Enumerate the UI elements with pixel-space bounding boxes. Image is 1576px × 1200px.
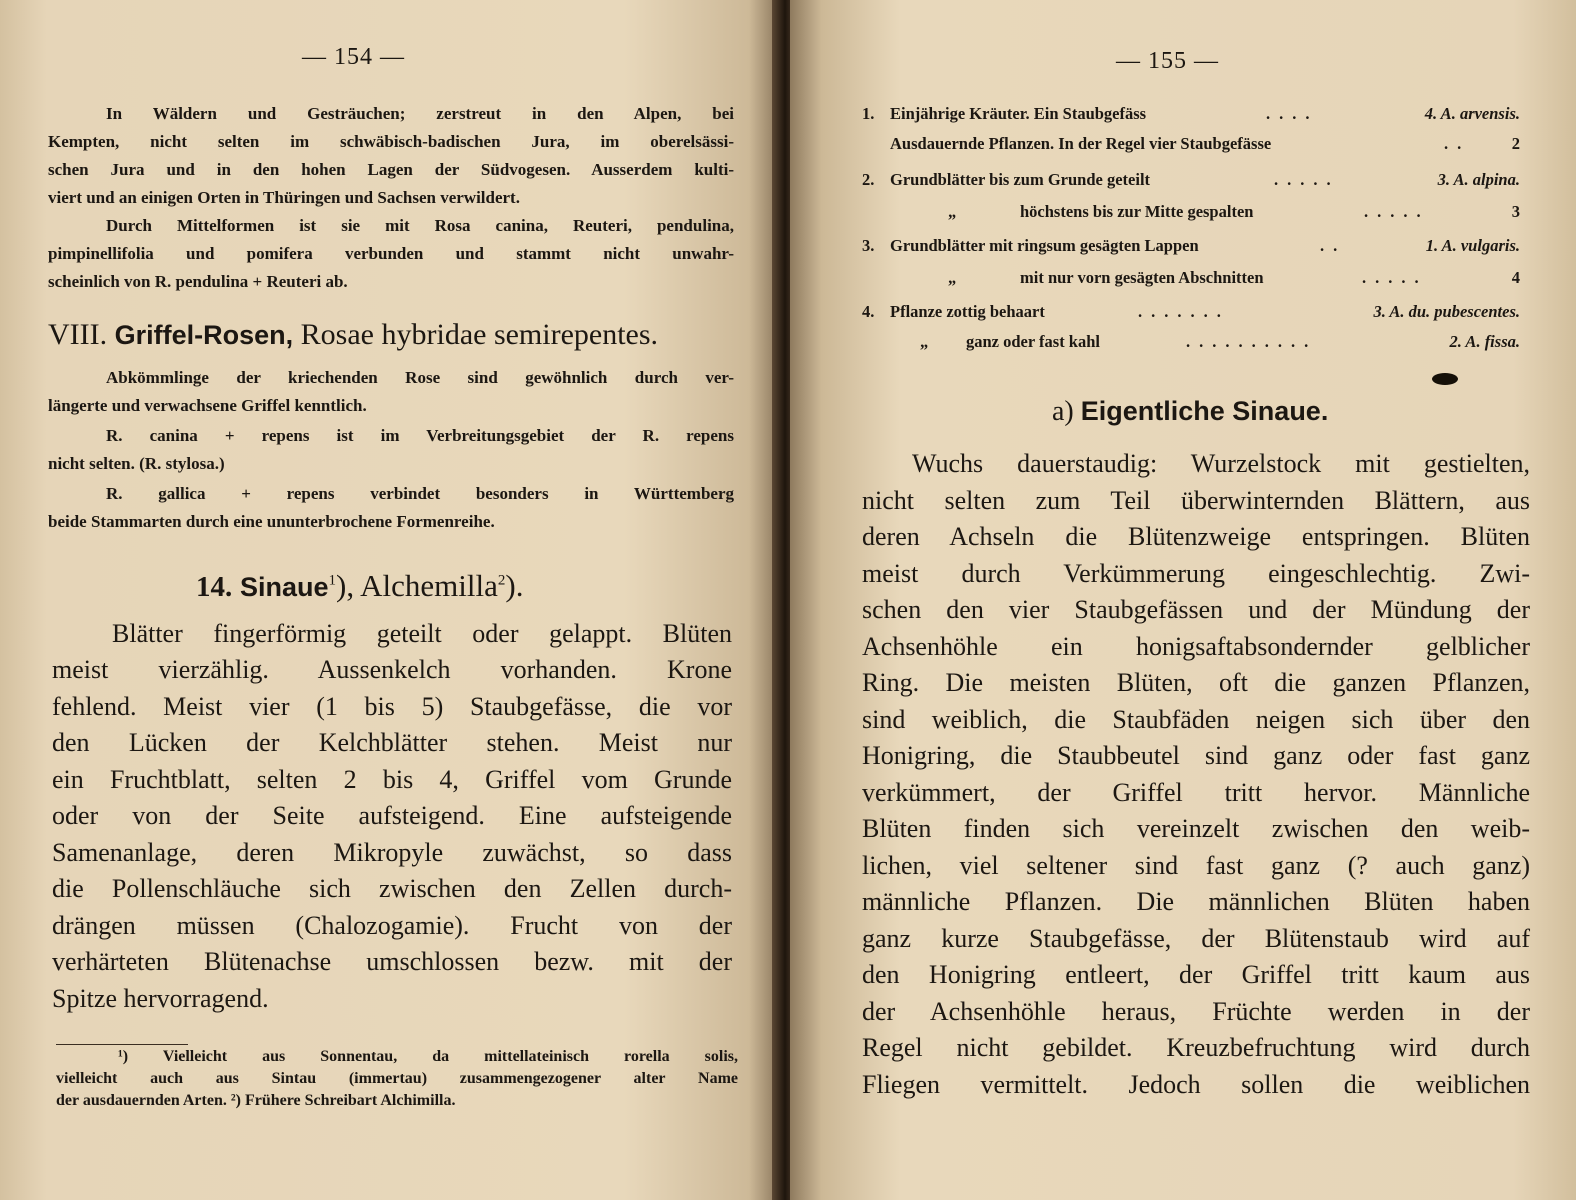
footnote-line: vielleicht auch aus Sintau (immertau) zusammengezogener alter Name bbox=[56, 1070, 738, 1087]
ditto-mark: „ bbox=[920, 332, 929, 351]
text-line: Fliegen vermittelt. Jedoch sollen die weiblichen bbox=[862, 1070, 1530, 1099]
section-title: Sinaue bbox=[240, 572, 329, 602]
text-line: oder von der Seite aufsteigend. Eine aufsteigende bbox=[52, 801, 732, 830]
text-line: fehlend. Meist vier (1 bis 5) Staubgefässe, die vor bbox=[52, 692, 732, 721]
key-text: Pflanze zottig behaart bbox=[890, 302, 1045, 321]
text-line: viert und an einigen Orten in Thüringen und Sachsen verwildert. bbox=[48, 188, 520, 207]
key-result: 3. A. alpina. bbox=[1437, 170, 1520, 189]
text-line: den Lücken der Kelchblätter stehen. Meist nur bbox=[52, 728, 732, 757]
key-leader: ..... bbox=[1362, 268, 1428, 287]
text-line: Regel nicht gebildet. Kreuzbefruchtung wird durch bbox=[862, 1033, 1530, 1062]
section-numeral: VIII. bbox=[48, 318, 108, 351]
footnote-line: ¹) Vielleicht aus Sonnentau, da mittellateinisch rorella solis, bbox=[118, 1048, 738, 1065]
key-text: ganz oder fast kahl bbox=[966, 332, 1100, 351]
text-line: Achsenhöhle ein honigsaftabsondernder gelblicher bbox=[862, 632, 1530, 661]
text-line: scheinlich von R. pendulina + Reuteri ab. bbox=[48, 272, 348, 291]
key-result: 4 bbox=[1511, 268, 1520, 287]
text-line: meist durch Verkümmerung eingeschlechtig. Zwi- bbox=[862, 559, 1530, 588]
text-line: meist vierzählig. Aussenkelch vorhanden. Krone bbox=[52, 655, 732, 684]
key-result: 4. A. arvensis. bbox=[1424, 104, 1520, 123]
key-text: mit nur vorn gesägten Abschnitten bbox=[1020, 268, 1264, 287]
subsection-prefix: a) bbox=[1052, 396, 1074, 427]
text-line: beide Stammarten durch eine ununterbrochene Formenreihe. bbox=[48, 512, 495, 531]
text-line: nicht selten. (R. stylosa.) bbox=[48, 454, 225, 473]
text-line: R. gallica + repens verbindet besonders in Württemberg bbox=[106, 484, 734, 503]
section-heading-14 bbox=[196, 568, 523, 604]
text-line: Kempten, nicht selten im schwäbisch-badischen Jura, im oberelsässi- bbox=[48, 132, 734, 151]
text-line: ganz kurze Staubgefässe, der Blütenstaub wird auf bbox=[862, 924, 1530, 953]
section-latin: Rosae hybridae semirepentes. bbox=[300, 318, 659, 351]
footnote-rule bbox=[56, 1044, 188, 1045]
text-line: pimpinellifolia und pomifera verbunden und stammt nicht unwahr- bbox=[48, 244, 734, 263]
key-number: 2. bbox=[862, 170, 875, 189]
key-result: 3 bbox=[1511, 202, 1520, 221]
key-leader: ....... bbox=[1138, 302, 1230, 321]
key-leader: .... bbox=[1266, 104, 1319, 123]
key-row bbox=[862, 134, 1520, 160]
key-result: 3. A. du. pubescentes. bbox=[1373, 302, 1520, 321]
key-result: 1. A. vulgaris. bbox=[1425, 236, 1520, 255]
text-line: männliche Pflanzen. Die männlichen Blüten haben bbox=[862, 887, 1530, 916]
text-line: schen den vier Staubgefässen und der Mündung der bbox=[862, 595, 1530, 624]
key-leader: .......... bbox=[1186, 332, 1318, 351]
text-line: Blätter fingerförmig geteilt oder gelappt. Blüten bbox=[112, 619, 732, 648]
key-text: Grundblätter mit ringsum gesägten Lappen bbox=[890, 236, 1199, 255]
key-row bbox=[862, 170, 1520, 196]
footnote-line: der ausdauernden Arten. ²) Frühere Schreibart Alchimilla. bbox=[56, 1092, 456, 1109]
key-text: Ausdauernde Pflanzen. In der Regel vier Staubgefässe bbox=[890, 134, 1272, 153]
punctuation: ), bbox=[336, 568, 355, 603]
footnote-marker: 1 bbox=[328, 572, 337, 589]
key-row bbox=[862, 202, 1520, 228]
text-line: Samenanlage, deren Mikropyle zuwächst, so dass bbox=[52, 838, 732, 867]
ditto-mark: „ bbox=[948, 202, 957, 221]
key-row bbox=[862, 332, 1520, 358]
page-number: — 154 — bbox=[302, 44, 405, 70]
key-leader: ..... bbox=[1274, 170, 1340, 189]
text-line: drängen müssen (Chalozogamie). Frucht von der bbox=[52, 911, 732, 940]
footnote-marker: 2 bbox=[497, 572, 506, 589]
key-row bbox=[862, 104, 1520, 130]
section-heading-viii bbox=[48, 318, 658, 352]
text-line: sind weiblich, die Staubfäden neigen sich über den bbox=[862, 705, 1530, 734]
text-line: deren Achseln die Blütenzweige entspringen. Blüten bbox=[862, 522, 1530, 551]
right-page bbox=[790, 0, 1576, 1200]
text-line: nicht selten zum Teil überwinternden Blättern, aus bbox=[862, 486, 1530, 515]
page-number: — 155 — bbox=[1116, 48, 1219, 74]
section-title: Griffel-Rosen, bbox=[114, 320, 294, 350]
key-row bbox=[862, 268, 1520, 294]
key-text: höchstens bis zur Mitte gespalten bbox=[1020, 202, 1254, 221]
text-line: In Wäldern und Gesträuchen; zerstreut in den Alpen, bei bbox=[106, 104, 734, 123]
section-number: 14. bbox=[196, 571, 233, 603]
text-line: Spitze hervorragend. bbox=[52, 984, 269, 1013]
key-number: 1. bbox=[862, 104, 875, 123]
subsection-heading bbox=[1052, 396, 1328, 428]
left-page bbox=[0, 0, 780, 1200]
text-line: Ring. Die meisten Blüten, oft die ganzen Pflanzen, bbox=[862, 668, 1530, 697]
key-result: 2. A. fissa. bbox=[1449, 332, 1520, 351]
key-number: 3. bbox=[862, 236, 875, 255]
text-line: die Pollenschläuche sich zwischen den Zellen durch- bbox=[52, 874, 732, 903]
key-number: 4. bbox=[862, 302, 875, 321]
text-line: verkümmert, der Griffel tritt hervor. Männliche bbox=[862, 778, 1530, 807]
text-line: lichen, viel seltener sind fast ganz (? auch ganz) bbox=[862, 851, 1530, 880]
text-line: Durch Mittelformen ist sie mit Rosa canina, Reuteri, pendulina, bbox=[106, 216, 734, 235]
punctuation: ). bbox=[505, 568, 524, 603]
text-line: Wuchs dauerstaudig: Wurzelstock mit gestielten, bbox=[912, 449, 1530, 478]
text-line: der Achsenhöhle heraus, Früchte werden in der bbox=[862, 997, 1530, 1026]
key-result: 2 bbox=[1511, 134, 1520, 153]
key-text: Grundblätter bis zum Grunde geteilt bbox=[890, 170, 1151, 189]
key-leader: ..... bbox=[1364, 202, 1430, 221]
ink-blot bbox=[1432, 373, 1458, 385]
key-row bbox=[862, 302, 1520, 328]
key-leader: .. bbox=[1320, 236, 1347, 255]
text-line: R. canina + repens ist im Verbreitungsgebiet der R. repens bbox=[106, 426, 734, 445]
key-leader: .. bbox=[1444, 134, 1471, 153]
section-latin: Alchemilla bbox=[360, 568, 498, 603]
text-line: Honigring, die Staubbeutel sind ganz oder fast ganz bbox=[862, 741, 1530, 770]
text-line: den Honigring entleert, der Griffel tritt kaum aus bbox=[862, 960, 1530, 989]
key-row bbox=[862, 236, 1520, 262]
text-line: Abkömmlinge der kriechenden Rose sind gewöhnlich durch ver- bbox=[106, 368, 734, 387]
key-text: Einjährige Kräuter. Ein Staubgefäss bbox=[890, 104, 1147, 123]
text-line: längerte und verwachsene Griffel kenntlich. bbox=[48, 396, 367, 415]
text-line: Blüten finden sich vereinzelt zwischen den weib- bbox=[862, 814, 1530, 843]
ditto-mark: „ bbox=[948, 268, 957, 287]
subsection-title: Eigentliche Sinaue. bbox=[1080, 396, 1329, 426]
text-line: ein Fruchtblatt, selten 2 bis 4, Griffel vom Grunde bbox=[52, 765, 732, 794]
text-line: schen Jura und in den hohen Lagen der Südvogesen. Ausserdem kulti- bbox=[48, 160, 734, 179]
text-line: verhärteten Blütenachse umschlossen bezw. mit der bbox=[52, 947, 732, 976]
